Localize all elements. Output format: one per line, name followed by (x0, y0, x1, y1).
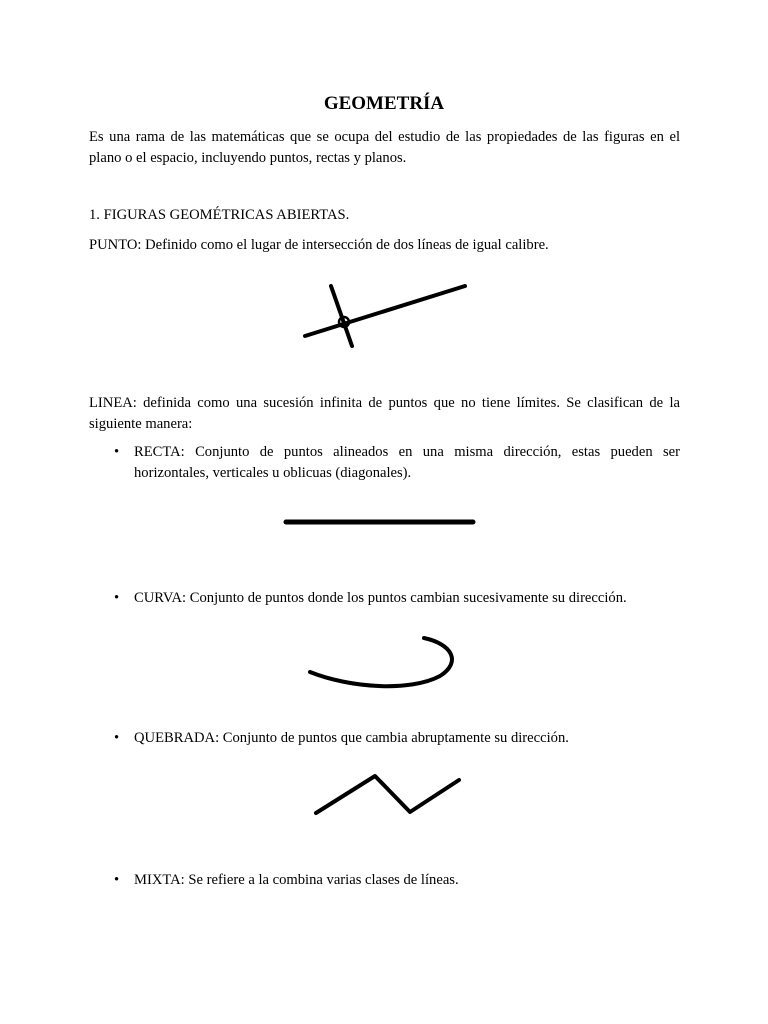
bullet-icon: • (114, 730, 120, 746)
straight-line-figure (280, 512, 480, 532)
list-item-text: MIXTA: Se refiere a la combina varias clases de líneas. (134, 872, 459, 888)
figure-line-b (331, 286, 352, 346)
linea-definition: LINEA: definida como una sucesión infinita de puntos que no tiene límites. Se clasifican de la siguiente manera: (89, 395, 680, 432)
bullet-icon: • (114, 590, 120, 606)
intro-paragraph: Es una rama de las matemáticas que se ocupa del estudio de las propiedades de las figuras en el plano o el espacio, incluyendo puntos, rectas y planos. (89, 129, 680, 166)
broken-line-figure (308, 768, 468, 820)
punto-definition: PUNTO: Definido como el lugar de intersección de dos líneas de igual calibre. (89, 237, 549, 253)
point-intersection-figure (298, 280, 472, 352)
list-item-text: QUEBRADA: Conjunto de puntos que cambia abruptamente su dirección. (134, 730, 569, 746)
bullet-icon: • (114, 872, 120, 888)
page-title: GEOMETRÍA (323, 93, 445, 114)
section-heading: 1. FIGURAS GEOMÉTRICAS ABIERTAS. (89, 207, 350, 223)
list-item-text: RECTA: Conjunto de puntos alineados en una misma dirección, estas pueden ser horizontales, verticales u oblicuas (diagonales). (134, 444, 680, 481)
bullet-icon: • (114, 444, 120, 460)
curved-line-figure (300, 630, 465, 696)
list-item-text: CURVA: Conjunto de puntos donde los puntos cambian sucesivamente su dirección. (134, 590, 627, 606)
figure-line-a (305, 286, 465, 336)
